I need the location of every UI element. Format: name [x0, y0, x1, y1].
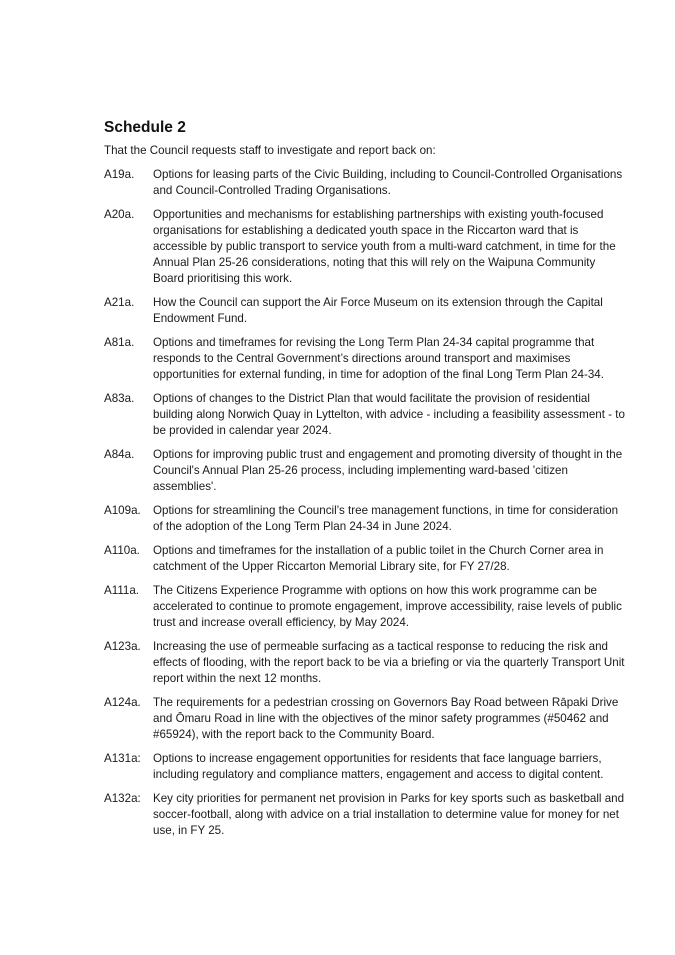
item-text: Options and timeframes for the installation of a public toilet in the Church Corner area in catchment of the Upper Riccarton Memorial Library site, for FY 27/28.: [153, 544, 604, 573]
item-text: How the Council can support the Air Force Museum on its extension through the Capital Endowment Fund.: [153, 296, 603, 325]
schedule-item: [104, 167, 628, 199]
schedule-item: [104, 503, 628, 535]
item-code: A123a.: [104, 640, 141, 653]
schedule-item: [104, 791, 628, 839]
item-text: The requirements for a pedestrian crossing on Governors Bay Road between Rāpaki Drive and Ōmaru Road in line with the objectives of the minor safety programmes (#50462 and #65924), with the report back to the Community Board.: [153, 696, 619, 741]
item-code: A83a.: [104, 392, 135, 405]
item-code: A21a.: [104, 296, 135, 309]
item-text: Opportunities and mechanisms for establishing partnerships with existing youth-focused organisations for establishing a dedicated youth space in the Riccarton ward that is accessible by public transport to service youth from a multi-ward catchment, in time for the Annual Plan 25-26 considerations, noting that this will rely on the Waipuna Community Board prioritising this work.: [153, 208, 616, 285]
item-code: A20a.: [104, 208, 135, 221]
schedule-item: [104, 751, 628, 783]
item-text: Options for leasing parts of the Civic Building, including to Council-Controlled Organisations and Council-Controlled Trading Organisations.: [153, 168, 623, 197]
item-text: Options and timeframes for revising the Long Term Plan 24-34 capital programme that responds to the Central Government’s directions around transport and maximises opportunities for external funding, in time for adoption of the final Long Term Plan 24-34.: [153, 336, 604, 381]
item-code: A111a.: [104, 584, 140, 597]
schedule-item: [104, 695, 628, 743]
item-text: Options of changes to the District Plan that would facilitate the provision of residential building along Norwich Quay in Lyttelton, with advice - including a feasibility assessment - to be provided in calendar year 2024.: [153, 392, 625, 437]
item-code: A132a:: [104, 792, 141, 805]
schedule-items: [104, 167, 628, 839]
item-code: A124a.: [104, 696, 141, 709]
schedule-item: [104, 583, 628, 631]
schedule-item: [104, 335, 628, 383]
schedule-intro: That the Council requests staff to investigate and report back on:: [104, 144, 436, 157]
item-code: A81a.: [104, 336, 135, 349]
document-page: [104, 118, 628, 847]
item-code: A84a.: [104, 448, 135, 461]
schedule-title: Schedule 2: [104, 119, 186, 136]
item-text: Options to increase engagement opportunities for residents that face language barriers, including regulatory and compliance matters, engagement and access to digital content.: [153, 752, 604, 781]
schedule-item: [104, 391, 628, 439]
schedule-item: [104, 543, 628, 575]
item-text: The Citizens Experience Programme with options on how this work programme can be accelerated to continue to promote engagement, improve accessibility, raise levels of public trust and increase overall efficiency, by May 2024.: [153, 584, 622, 629]
item-code: A131a:: [104, 752, 141, 765]
item-code: A109a.: [104, 504, 141, 517]
item-text: Key city priorities for permanent net provision in Parks for key sports such as basketball and soccer-football, along with advice on a trial installation to determine value for money for net use, in FY 25.: [153, 792, 625, 837]
schedule-item: [104, 295, 628, 327]
item-text: Options for improving public trust and engagement and promoting diversity of thought in the Council's Annual Plan 25-26 process, including implementing ward-based 'citizen assemblies'.: [153, 448, 623, 493]
schedule-item: [104, 639, 628, 687]
item-code: A110a.: [104, 544, 140, 557]
schedule-item: [104, 447, 628, 495]
item-text: Increasing the use of permeable surfacing as a tactical response to reducing the risk and effects of flooding, with the report back to be via a briefing or via the quarterly Transport Unit report within the next 12 months.: [153, 640, 625, 685]
item-code: A19a.: [104, 168, 135, 181]
schedule-item: [104, 207, 628, 287]
item-text: Options for streamlining the Council’s tree management functions, in time for consideration of the adoption of the Long Term Plan 24-34 in June 2024.: [153, 504, 619, 533]
